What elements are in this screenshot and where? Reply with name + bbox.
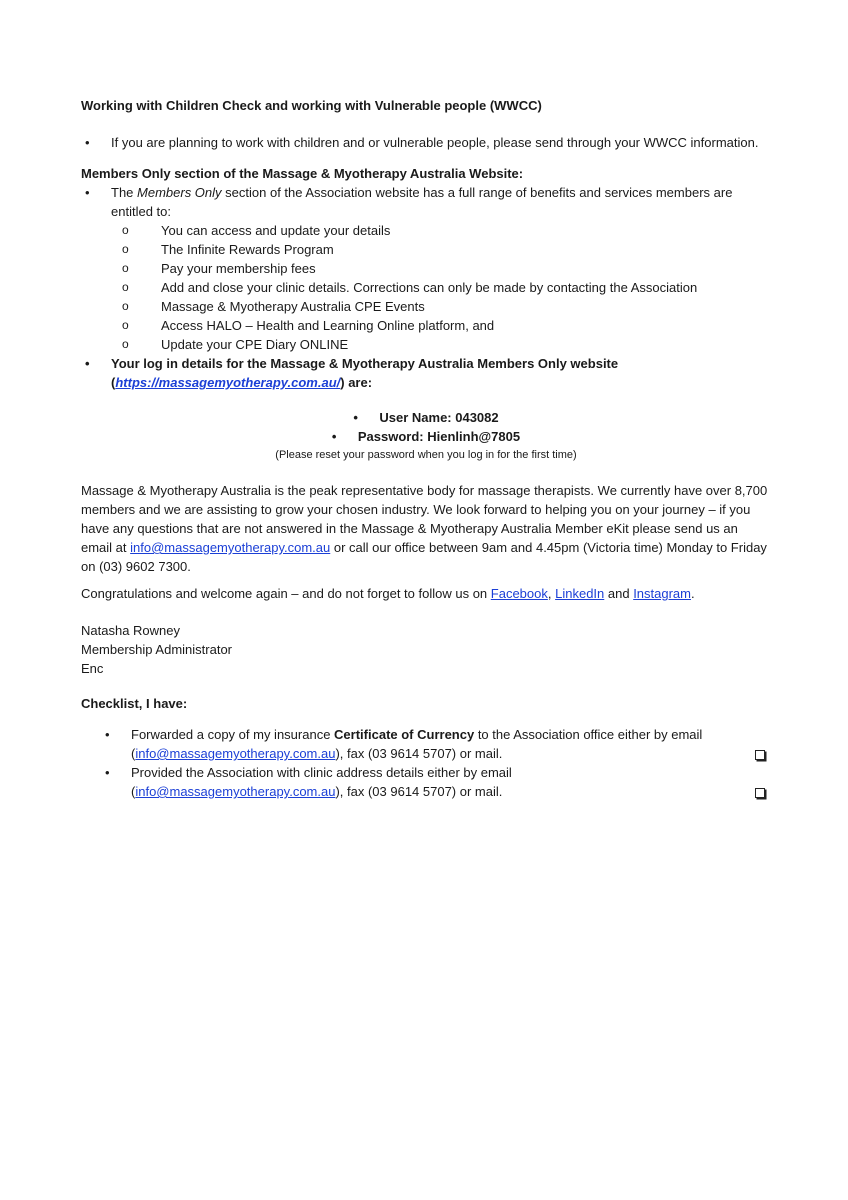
checklist-item: • Provided the Association with clinic address details either by email (info@massagemyotherapy.com.au), fax (03 9614 5707) or mail. (81, 763, 771, 801)
benefit-item: o Access HALO – Health and Learning Online platform, and (81, 316, 771, 335)
password: • Password: Hienlinh@7805 (332, 427, 520, 446)
password-reset-note: (Please reset your password when you log in for the first time) (275, 449, 577, 461)
checkbox-icon[interactable] (755, 750, 765, 760)
checklist-email-link[interactable]: info@massagemyotherapy.com.au (135, 746, 336, 761)
benefit-item: o You can access and update your details (81, 221, 771, 240)
benefit-item: o Pay your membership fees (81, 259, 771, 278)
benefit-item: o Update your CPE Diary ONLINE (81, 335, 771, 354)
benefit-item: o Massage & Myotherapy Australia CPE Events (81, 297, 771, 316)
enclosure: Enc (81, 661, 104, 676)
signature-name: Natasha Rowney (81, 623, 180, 638)
members-intro: • The Members Only section of the Association website has a full range of benefits and services members are entitled to: (81, 183, 771, 221)
members-only-emphasis: Members Only (137, 185, 222, 200)
signature-title: Membership Administrator (81, 642, 232, 657)
login-details: • Your log in details for the Massage & Myotherapy Australia Members Only website (https://massagemyotherapy.com.au/) are: (81, 354, 771, 392)
facebook-link[interactable]: Facebook (490, 586, 548, 601)
members-heading: Members Only section of the Massage & Myotherapy Australia Website: (81, 166, 524, 181)
intro-paragraph: Massage & Myotherapy Australia is the peak representative body for massage therapists. We currently have over 8,700 members and we are assisting to grow your chosen industry. We look forward to helping you on your journey – if you have any questions that are not answered in the Massage & Myotherapy Australia Member eKit please send us an email at info@massagemyotherapy.com.au or call our office between 9am and 4.45pm (Victoria time) Monday to Friday on (03) 9602 7300. (81, 483, 768, 574)
checkbox-icon[interactable] (755, 788, 765, 798)
wwcc-bullet: • If you are planning to work with children and or vulnerable people, please send through your WWCC information. (81, 133, 771, 152)
credentials-block (81, 408, 771, 465)
username: • User Name: 043082 (353, 408, 498, 427)
instagram-link[interactable]: Instagram (633, 586, 691, 601)
benefit-item: o The Infinite Rewards Program (81, 240, 771, 259)
checklist-email-link[interactable]: info@massagemyotherapy.com.au (135, 784, 336, 799)
benefit-item: o Add and close your clinic details. Corrections can only be made by contacting the Association (81, 278, 771, 297)
contact-email-link[interactable]: info@massagemyotherapy.com.au (130, 540, 331, 555)
document-page (81, 96, 771, 801)
members-website-link[interactable]: https://massagemyotherapy.com.au/ (115, 375, 341, 390)
social-paragraph: Congratulations and welcome again – and do not forget to follow us on Facebook, LinkedIn and Instagram. (81, 586, 695, 601)
wwcc-heading: Working with Children Check and working with Vulnerable people (WWCC) (81, 98, 542, 113)
linkedin-link[interactable]: LinkedIn (555, 586, 605, 601)
checklist-heading: Checklist, I have: (81, 696, 188, 711)
checklist-item: • Forwarded a copy of my insurance Certificate of Currency to the Association office either by email (info@massagemyotherapy.com.au), fax (03 9614 5707) or mail. (81, 725, 771, 763)
